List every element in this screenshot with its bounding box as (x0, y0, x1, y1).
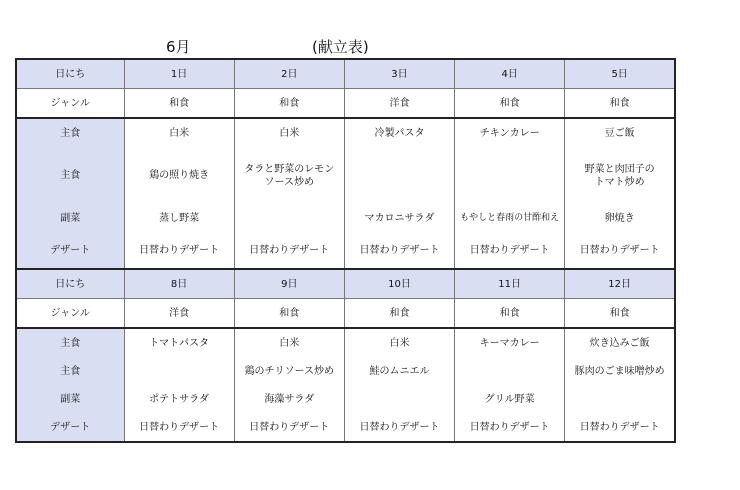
date-cell: 1日 (124, 59, 234, 89)
week2-genre-row (16, 299, 675, 329)
genre-cell: 和食 (344, 299, 454, 329)
dessert-label: デザート (16, 413, 124, 442)
menu-cell (565, 385, 675, 413)
date-cell: 12日 (565, 269, 675, 299)
menu-line: 鶏の照り焼き (149, 170, 210, 181)
menu-cell: グリル野菜 (455, 385, 565, 413)
menu-table (15, 58, 676, 443)
menu-month: 6月 (166, 38, 191, 56)
date-cell: 10日 (344, 269, 454, 299)
date-cell: 11日 (455, 269, 565, 299)
genre-cell: 和食 (455, 89, 565, 119)
staple-label: 主食 (16, 118, 124, 147)
menu-cell (455, 357, 565, 385)
date-cell: 2日 (234, 59, 344, 89)
genre-cell: 和食 (124, 89, 234, 119)
menu-cell: 豚肉のごま味噌炒め (565, 357, 675, 385)
menu-cell (234, 147, 344, 204)
genre-cell: 和食 (455, 299, 565, 329)
menu-cell: 蒸し野菜 (124, 204, 234, 232)
menu-cell: もやしと春雨の甘酢和え (455, 204, 565, 232)
menu-cell: 白米 (234, 328, 344, 357)
menu-cell (344, 147, 454, 204)
menu-cell: チキンカレー (455, 118, 565, 147)
side-label: 副菜 (16, 204, 124, 232)
week2-dessert-row (16, 413, 675, 442)
menu-cell: 日替わりデザート (124, 232, 234, 269)
date-cell: 8日 (124, 269, 234, 299)
week2-side-row (16, 385, 675, 413)
menu-cell (565, 147, 675, 204)
date-label: 日にち (16, 59, 124, 89)
date-cell: 5日 (565, 59, 675, 89)
week1-genre-row (16, 89, 675, 119)
date-label: 日にち (16, 269, 124, 299)
menu-cell: 日替わりデザート (455, 413, 565, 442)
menu-cell: 日替わりデザート (234, 232, 344, 269)
menu-cell: 日替わりデザート (234, 413, 344, 442)
menu-cell (234, 204, 344, 232)
staple-label: 主食 (16, 328, 124, 357)
week1-side-row (16, 204, 675, 232)
menu-cell: トマトパスタ (124, 328, 234, 357)
genre-label: ジャンル (16, 299, 124, 329)
week2-main-row (16, 357, 675, 385)
menu-cell: 日替わりデザート (565, 413, 675, 442)
menu-cell: 日替わりデザート (344, 232, 454, 269)
menu-cell: キーマカレー (455, 328, 565, 357)
genre-cell: 和食 (234, 89, 344, 119)
main-label: 主食 (16, 357, 124, 385)
menu-cell: 冷製パスタ (344, 118, 454, 147)
menu-cell: 白米 (124, 118, 234, 147)
genre-cell: 和食 (565, 89, 675, 119)
genre-cell: 洋食 (124, 299, 234, 329)
week2-date-row (16, 269, 675, 299)
menu-cell: 日替わりデザート (344, 413, 454, 442)
menu-cell: 鶏のチリソース炒め (234, 357, 344, 385)
week1-staple-row (16, 118, 675, 147)
menu-cell (124, 357, 234, 385)
week2-staple-row (16, 328, 675, 357)
week1-dessert-row (16, 232, 675, 269)
menu-line: トマト炒め (594, 176, 645, 188)
menu-cell: 海藻サラダ (234, 385, 344, 413)
menu-cell: 豆ご飯 (565, 118, 675, 147)
side-label: 副菜 (16, 385, 124, 413)
week1-main-row (16, 147, 675, 204)
menu-line: 野菜と肉団子の (584, 163, 655, 175)
menu-cell: 鮭のムニエル (344, 357, 454, 385)
menu-cell (455, 147, 565, 204)
menu-cell (124, 147, 234, 204)
menu-cell: 白米 (344, 328, 454, 357)
main-label: 主食 (16, 147, 124, 204)
date-cell: 9日 (234, 269, 344, 299)
genre-cell: 洋食 (344, 89, 454, 119)
menu-cell: 白米 (234, 118, 344, 147)
menu-title: (献立表) (312, 38, 369, 56)
date-cell: 3日 (344, 59, 454, 89)
menu-cell: ポテトサラダ (124, 385, 234, 413)
menu-line: タラと野菜のレモン (244, 163, 335, 175)
week1-date-row (16, 59, 675, 89)
menu-cell: 日替わりデザート (565, 232, 675, 269)
genre-label: ジャンル (16, 89, 124, 119)
menu-cell: 卵焼き (565, 204, 675, 232)
menu-cell: 炊き込みご飯 (565, 328, 675, 357)
menu-cell: マカロニサラダ (344, 204, 454, 232)
menu-cell: 日替わりデザート (455, 232, 565, 269)
menu-line: ソース炒め (264, 176, 315, 188)
menu-cell: 日替わりデザート (124, 413, 234, 442)
dessert-label: デザート (16, 232, 124, 269)
date-cell: 4日 (455, 59, 565, 89)
genre-cell: 和食 (565, 299, 675, 329)
genre-cell: 和食 (234, 299, 344, 329)
menu-cell (344, 385, 454, 413)
